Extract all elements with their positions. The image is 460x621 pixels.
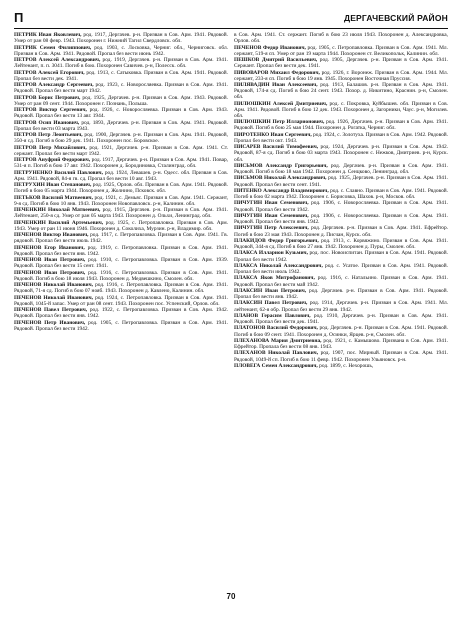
memorial-entry: [234, 338, 448, 350]
entry-details: род. 1924, с. Петропавловка. Призван в Сов. Арм. 1941. Рядовой, 1045-й запас. Умер от ран 08 сент. 1943. Похоронен пос. Успенский, Орлов. обл.: [14, 294, 228, 307]
memorial-entry: [14, 57, 228, 69]
person-name: ПЕЧЕНОВ Николай Иванович,: [14, 294, 94, 301]
memorial-entry: [234, 57, 448, 69]
memorial-entry: [234, 144, 448, 162]
person-name: ПЛАКСИН Иван Петрович,: [234, 287, 307, 294]
memorial-entry: [234, 101, 448, 119]
entry-details: род. Дергачев. р-н. Призван в Сов. Арм. 1941. Рядовой. Погиб в бою 09 сент. 1941. Похоронен д. Осинки, Ярцев. р-н, Смолен. обл.: [234, 325, 448, 338]
entry-details: род. 1893, Дергачев. р-н. Призван в Сов. Арм. 1941. Рядовой. Пропал без вести 03 марта 1943.: [14, 119, 228, 132]
memorial-entry: [14, 195, 228, 207]
memorial-entry: [14, 145, 228, 157]
right-column: [234, 32, 448, 580]
memorial-entry: [234, 350, 448, 362]
person-name: ПИРОТЕНКО Иван Сергеевич,: [234, 131, 312, 138]
person-name: ПЛАКСИН Павел Петрович,: [234, 300, 308, 307]
entry-details: род. 1900, Дергачев. р-н. Призван в Сов. Арм. 1941. Рядовой, 350-я сд. Погиб в бою 29 дек. 1941. Похоронен пос. Боровское.: [14, 132, 228, 145]
columns: [14, 32, 448, 580]
entry-details: род. 1924, с. Золотуха. Призван в Сов. Арм. 1942. Рядовой. Пропал без вести окт. 1943.: [234, 131, 448, 144]
person-name: ПЕТРОВ Алексей Александрович,: [14, 57, 101, 63]
page-number: 70: [226, 592, 236, 601]
memorial-entry: [234, 250, 448, 262]
memorial-entry: [14, 232, 228, 244]
entry-details: род. 1916, с. Петропавловка. Призван в Сов. Арм. 1941. Рядовой. Погиб в бою 18 июля 1943. Похоронен д. Медвешкино, Смолен. обл.: [14, 269, 228, 282]
entry-details: род. 1924, Дергачев. р-н. Призван в Сов. Арм. 1942. Рядовой, 87-я сд. Погиб в бою 03 марта 1943. Похоронен с. Нежков, Дмитриев. р-н, Курск. обл.: [234, 144, 448, 163]
entry-details: род. 1913, с. Сатыковка. Призван в Сов. Арм. 1941. Рядовой. Пропал без вести дек. 1941.: [14, 69, 228, 82]
memorial-entry: [234, 263, 448, 275]
entry-details: род. 1919, с. Петропавловка. Призван в Сов. Арм. 1941. Рядовой. Пропал без вести янв. 1942.: [14, 244, 228, 257]
person-name: ПЛАТОНОВ Василий Федорович,: [234, 325, 318, 332]
person-name: ПЕЧЕНОВ Иван Петрович,: [14, 257, 86, 263]
entry-details: род. 1905, Дергачев. р-н. Призван в Сов. Арм. 1941. Сержант. Пропал без вести дек. 1941.: [234, 57, 448, 70]
person-name: ПЕТРОВ Алексей Егорович,: [14, 69, 85, 76]
entry-details: род. с. Усатое. Призван в Сов. Арм. 1941. Рядовой. Пропал без вести июль 1942.: [234, 262, 448, 276]
memorial-entry: [234, 300, 448, 312]
entry-details: род. 1926, г. Воронеж. Призван в Сов. Арм. 1944. Мл. сержант, 233-я сп. Погиб в бою 19 янв. 1945. Похоронен Восточная Пруссия.: [234, 69, 448, 82]
memorial-entry: [234, 70, 448, 82]
entry-details: род. Дергачев. р-н. Призван в Сов. Арм. 1941. Ефрейтор. Погиб в бою 23 мая 1943. Похоронен д. Писчан, Курск. обл.: [234, 225, 448, 238]
person-name: ПИЛЮШКИН Петр Илларионович,: [234, 119, 325, 126]
entry-details: род. 1925, Дергачев. р-н. Призван в Сов. Арм. 1943. Рядовой. Умер от ран 09 сент. 1944. Похоронен г. Познань, Польша.: [14, 94, 228, 107]
person-name: ПЕЧЕНОВ Виктор Иванович,: [14, 232, 89, 238]
memorial-entry: [234, 175, 448, 187]
entry-details: род. Дергачев. р-н. Призван в Сов. Арм. 1941. Рядовой. Погиб в бою 18 мая 1942. Похоронен д. Сенцково, Ленинград. обл.: [234, 162, 448, 176]
memorial-entry: [14, 245, 228, 257]
entry-details: род. 1916, с. Натальино. Призван в Сов. Арм. 1941. Рядовой. Пропал без вести май 1942.: [234, 275, 448, 288]
memorial-entry: [234, 363, 448, 369]
entry-details: род. 1919, Дергачев. р-н. Призван в Сов. Арм. 1941. Лейтенант, п. п. 3041. Погиб в бою. Похоронен Савичев. р-н, Полесск. обл.: [14, 57, 228, 70]
memorial-entry: [14, 220, 228, 232]
entry-details: род. 1913, с. Корвяжино. Призван в Сов. Арм. 1941. Рядовой, 344-я сд. Погиб в бою 27 янв. 1942. Похоронен д. Пуры, Смолен. обл.: [234, 237, 448, 251]
memorial-entry: [14, 107, 228, 119]
person-name: ПЛАКСА Илларион Кузьмич,: [234, 250, 308, 257]
person-name: ПЛЕХАНОВ Николай Павлович,: [234, 350, 319, 357]
memorial-entry: [234, 82, 448, 100]
person-name: ПИВОВАРОВ Михаил Федорович,: [234, 69, 320, 76]
memorial-entry: [14, 182, 228, 194]
entry-details: род. 1917, Дергачев. р-н. Призван в Сов. Арм. 1941. Рядовой. Умер от ран 08 февр. 1943. Похоронен г. Нижний Тагил Свердловск. обл.: [14, 32, 228, 45]
person-name: ПЕЧЕНОВ Павел Петрович,: [14, 307, 88, 313]
person-name: ПЕТРОВ Александр Сергеевич,: [14, 82, 94, 88]
person-name: ПЕТРИК Семен Филиппович,: [14, 44, 92, 51]
memorial-entry: [234, 288, 448, 300]
memorial-entry: [14, 70, 228, 82]
entry-details: род. 1925, Орлов. обл. Призван в Сов. Арм. 1941. Рядовой. Погиб в бою 05 марта 1944. Похоронен д. Жолнино, Псковск. обл.: [14, 182, 228, 195]
entry-details: род. 1903, с. Лосковка, Черниг. обл., Черниговск. обл. Призван в Сов. Арм. 1941. Рядовой. Пропал без вести июнь 1942.: [14, 44, 228, 57]
person-name: ПЕЧЕНОВ Егор Иванович,: [14, 244, 85, 251]
memorial-entry: [234, 225, 448, 237]
entry-details: род. с. Покровка, Куйбышев. обл. Призван в Сов. Арм. 1941. Рядовой. Погиб в бою 12 дек. 1943. Похоронен д. Загорники, Чаус. р-н, Могилев. обл.: [234, 100, 448, 119]
person-name: ПЛОВЕГА Семен Александрович,: [234, 362, 318, 369]
memorial-entry: [234, 45, 448, 57]
memorial-entry: [234, 325, 448, 337]
entry-details: род. 1921, с. Демьяс. Призван в Сов. Арм. 1941. Сержант, 9-я сд. Погиб в бою 10 янв. 1943. Похоронен Новопавловск. р-н, Калинин. обл.: [14, 194, 228, 207]
person-name: ПЛАКИДОВ Федор Григорьевич,: [234, 237, 319, 244]
person-name: ПЕТРУХИН Иван Степанович,: [14, 182, 92, 188]
person-name: ПИЛЮШКИН Алексей Дмитриевич,: [234, 100, 328, 107]
memorial-entry: [14, 132, 228, 144]
person-name: ПЛАКСА Николай Александрович,: [234, 262, 323, 269]
entry-details: род. Дергачев. р-н. Призван в Сов. Арм. 1941. Рядовой. Пропал без вести янв. 1942.: [234, 287, 448, 301]
entry-details: род. с. Славно. Призван в Сов. Арм. 1941. Рядовой. Погиб в бою 02 марта 1942. Похоронен с. Борисовка, Шахов. р-н, Москов. обл.: [234, 187, 448, 201]
person-name: ПЕТРОВ Осип Иванович,: [14, 119, 80, 126]
memorial-entry: [14, 82, 228, 94]
memorial-entry: [14, 307, 228, 319]
entry-details: род. 1926, с. Новоросляевка. Призван в Сов. Арм. 1943. Рядовой. Пропал без вести 13 авг. 1944.: [14, 107, 228, 120]
entry-details: род. пос. Новоиспитан. Призван в Сов. Арм. 1941. Рядовой. Пропал без вести 1942.: [234, 250, 448, 263]
memorial-entry: [14, 207, 228, 219]
entry-details: род. 1922, с. Петропавловка. Призван в Сов. Арм. 1942. Рядовой. Пропал без вести янв. 1942.: [14, 307, 228, 320]
memorial-entry: [14, 170, 228, 182]
entry-details: род. 1924, Левашев. р-н. Одесс. обл. Призван в Сов. Арм. 1941. Рядовой, 84-я гв. сд. Пропал без вести 10 авг. 1943.: [14, 169, 228, 182]
person-name: ПЕЧЕНКИН Василий Артемьевич,: [14, 219, 104, 226]
entry-details: род. 1913, Балашов. р-н. Призван в Сов. Арм. 1941. Рядовой, 174-я сд. Погиб в бою 24 сент. 1943. Похор. д. Никитино, Краснин. р-н, Смолен. обл.: [234, 82, 448, 101]
entry-details: род. 1906, с. Новоросляевка. Призван в Сов. Арм. 1941. Рядовой. Пропал без вести 1942.: [234, 200, 448, 213]
entry-details: род. 1905, с. Петропавловка. Призван в Сов. Арм. 1941. Мл. сержант, 519-я сп. Умер от ран 19 марта 1944. Похоронен ст. Великопольк, Калинин. обл.: [234, 44, 448, 57]
person-name: ПЕТЬКОВ Василий Матвеевич,: [14, 194, 93, 201]
memorial-entry: [14, 95, 228, 107]
memorial-entry: [234, 213, 448, 225]
memorial-entry: [234, 200, 448, 212]
memorial-entry: [14, 257, 228, 269]
person-name: ПЕЧЕНКИН Николай Матвеевич,: [14, 207, 101, 213]
section-letter: П: [14, 10, 24, 25]
entry-details: род. 1921, Дергачев. р-н. Призван в Сов. Арм. 1941. Ст. сержант. Пропал без вести март 1942.: [14, 144, 228, 157]
entry-details: род. 1916, с. Петропавловка. Призван в Сов. Арм. 1941. Рядовой, 71-я сд. Погиб в бою 07 нояб. 1943. Похоронен д. Кавлено, Калинин. обл.: [14, 282, 228, 295]
entry-details: род. 1910, Дергачев. р-н. Призван в Сов. Арм. 1941. Рядовой. Пропал без вести дек. 1941.: [234, 312, 448, 326]
entry-details: род. 1915, Дергачев. р-н. Призван в Сов. Арм. 1941. Лейтенант, 250-я сд. Умер от ран 05 марта 1943. Похоронен д. Ольхи, Ленинград. обл.: [14, 207, 228, 220]
person-name: ПЕТРОВ Виктор Сергеевич,: [14, 107, 87, 113]
memorial-entry: [234, 188, 448, 200]
person-name: ПЕЧЕНОВ Петр Иванович,: [14, 319, 86, 326]
person-name: ПЕТРУНЕНКО Василий Павлович,: [14, 169, 103, 176]
entry-details: род. 1925, Дергачев. р-н. Призван в Сов. Арм. 1941. Рядовой. Пропал без вести сент. 1941.: [234, 175, 448, 188]
memorial-entry: [234, 238, 448, 250]
person-name: ПИТЕНКО Александр Владимирович,: [234, 187, 329, 194]
memorial-entry: [234, 163, 448, 175]
memorial-entry: [14, 32, 228, 44]
entry-details: род. 1910, с. Петропавловка. Призван в Сов. Арм. 1939. Рядовой. Пропал без вести 15 сент. 1941.: [14, 257, 228, 270]
entry-details: род. 1906, с. Новоросляевка. Призван в Сов. Арм. 1941. Рядовой. Пропал без вести янв. 1942.: [234, 212, 448, 226]
person-name: ПИСЬМОВ Александр Григорьевич,: [234, 162, 328, 169]
entry-details: род. 1925, с. Петропавловка. Призван в Сов. Арм. 1943. Умер от ран 11 июня 1946. Похоронен д. Соколиха, Мурзин. р-н, Владимир. обл.: [14, 219, 228, 232]
person-name: ПЛЕХАНОВА Мария Дмитриевна,: [234, 337, 322, 344]
person-name: ПЕЧЕНОВ Николай Иванович,: [14, 282, 94, 288]
person-name: ПЕТРОВ Петр Леонтьевич,: [14, 132, 83, 138]
memorial-entry: [14, 45, 228, 57]
entry-details: род. 1899, с. Нехорошь,: [319, 362, 374, 369]
memorial-entry: [14, 120, 228, 132]
memorial-entry: [234, 132, 448, 144]
memorial-entry: [234, 313, 448, 325]
person-name: ПЕЧЕНОВ Федор Иванович,: [234, 44, 306, 51]
person-name: ПЛАНОВ Герасим Павлович,: [234, 312, 311, 319]
person-name: ПЕТРОВ Ануфрий Федорович,: [14, 157, 91, 163]
memorial-entry: [14, 270, 228, 282]
person-name: ПЕТРИК Иван Яковлевич,: [14, 32, 82, 38]
person-name: ПИСАРЕВ Василий Тимофеевич,: [234, 144, 319, 151]
entry-details: род. 1905, с. Петропавловка. Призван в Сов. Арм. 1941. Рядовой. Пропал без вести 1942.: [14, 319, 228, 332]
person-name: ПИЧУГИН Иван Семенович,: [234, 212, 309, 219]
memorial-entry: [234, 32, 448, 44]
entry-details: род. 1907, пос. Мирный. Призван в Сов. Арм. 1941. Рядовой, 1049-й сп. Погиб в бою 11 февр. 1942. Похоронен Ульяновск. р-н.: [234, 350, 448, 363]
document-page: [14, 10, 448, 610]
entry-details: род. 1926, Дергачев. р-н. Призван в Сов. Арм. 1941. Рядовой. Погиб в бою 25 мая 1944. Похоронен д. Рогатка, Черниг. обл.: [234, 119, 448, 132]
person-name: ПЕШКОВ Дмитрий Васильевич,: [234, 57, 318, 63]
page-header: [14, 10, 448, 29]
person-name: ПЕТРОВ Петр Михайлович,: [14, 144, 87, 151]
person-name: ПИЧУГИН Иван Семенович,: [234, 200, 309, 207]
person-name: ПИЧУГИН Петр Алексеевич,: [234, 225, 309, 232]
entry-details: в Сов. Арм. 1941. Ст. сержант. Погиб в бою 23 июля 1943. Похоронен д. Александровка, Орлов. обл.: [234, 32, 448, 45]
person-name: ПЕЧЕНОВ Иван Петрович,: [14, 269, 86, 276]
person-name: ПИЛЯВАДИН Иван Алексеевич,: [234, 82, 318, 88]
memorial-entry: [14, 157, 228, 169]
person-name: ПЕТРОВ Борис Петрович,: [14, 94, 81, 101]
memorial-entry: [234, 275, 448, 287]
entry-details: род. 1917, Дергачев. р-н. Призван в Сов. Арм. 1941. Повар, 531-я п. Погиб в бою 17 авг. 1942. Похоронен д. Бородиновка, Сталинград. обл.: [14, 157, 228, 170]
entry-details: род. 1923, с. Новоросляевка. Призван в Сов. Арм. 1941. Рядовой. Пропал без вести март 1942.: [14, 82, 228, 95]
person-name: ПИСЬМОВ Николай Александрович,: [234, 175, 327, 182]
entry-details: род. 1914, Дергачев. р-н. Призван в Сов. Арм. 1941. Мл. лейтенант, 62-я обр. Пропал без вести 29 янв. 1942.: [234, 300, 448, 313]
region-title: ДЕРГАЧЕВСКИЙ РАЙОН: [343, 13, 448, 23]
entry-details: род. 1921, с. Камышово. Призвана в Сов. Арм. 1941. Ефрейтор. Пропала без вести 08 янв. 1943.: [234, 337, 448, 351]
memorial-entry: [14, 295, 228, 307]
memorial-entry: [234, 119, 448, 131]
left-column: [14, 32, 228, 580]
memorial-entry: [14, 282, 228, 294]
memorial-entry: [14, 320, 228, 332]
entry-details: род. 1917, с. Петропавловка. Призван в Сов. Арм. 1941. Гв. рядовой. Пропал без вести июль 1942.: [14, 232, 228, 245]
person-name: ПЛАКСА Яков Митрофанович,: [234, 275, 315, 282]
